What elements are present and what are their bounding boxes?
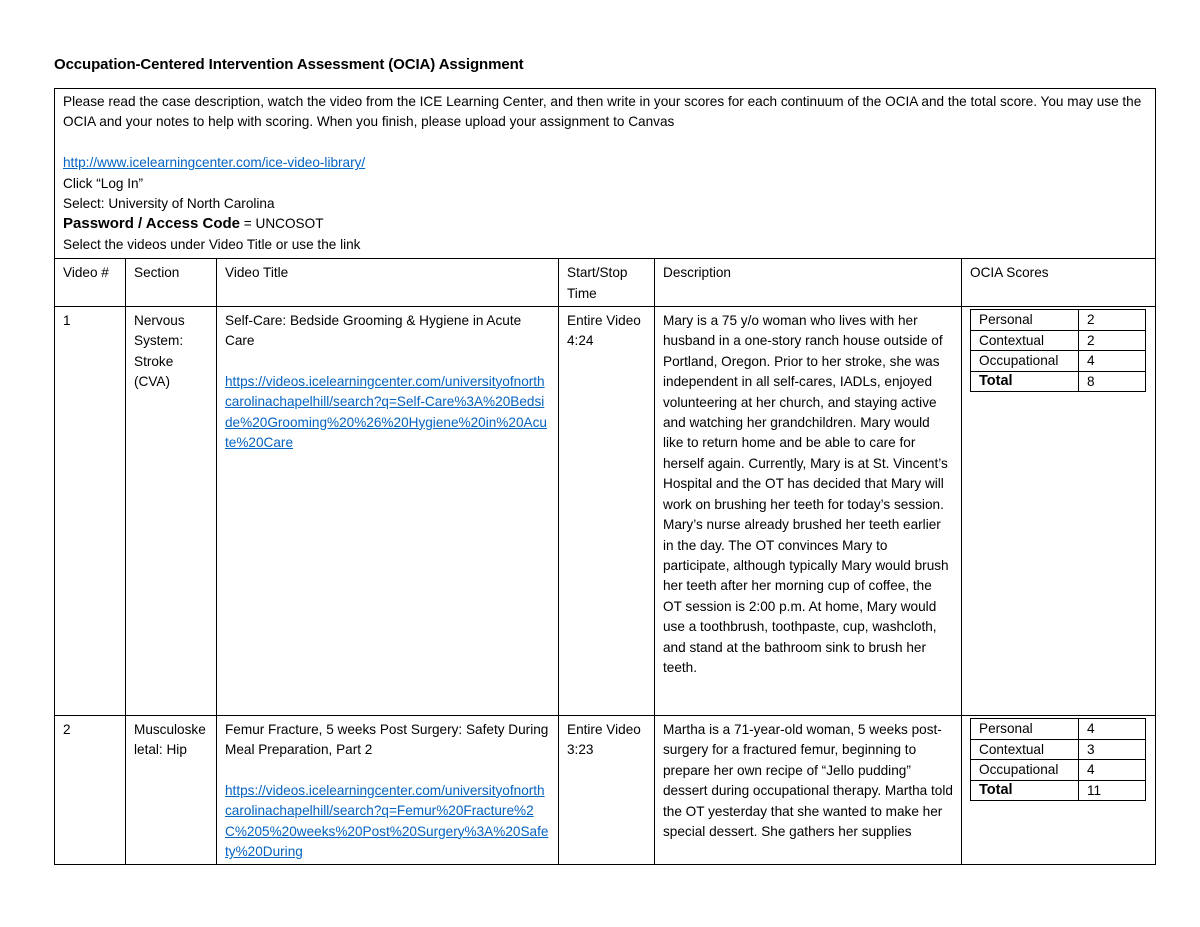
personal-score[interactable]: 4 xyxy=(1079,719,1146,740)
video-title-cell xyxy=(217,307,559,716)
password-label: Password / Access Code xyxy=(63,215,241,233)
video-link[interactable]: https://videos.icelearningcenter.com/universityofnorthcarolinachapelhill/search?q=Femur%20Fracture%2C%205%20weeks%20Post%20Surgery%3A%20Safety%20During xyxy=(225,782,549,860)
occupational-score[interactable]: 4 xyxy=(1079,351,1146,372)
contextual-label: Contextual xyxy=(971,739,1079,760)
click-login-text: Click “Log In” xyxy=(63,175,144,191)
personal-label: Personal xyxy=(971,719,1079,740)
instructions-row xyxy=(55,89,1156,259)
header-ocia-scores: OCIA Scores xyxy=(962,259,1156,307)
personal-label: Personal xyxy=(971,310,1079,331)
spacer xyxy=(63,133,1147,153)
video-title-cell xyxy=(217,716,559,865)
time-cell: Entire Video 3:23 xyxy=(559,716,655,865)
section-cell: Nervous System: Stroke (CVA) xyxy=(126,307,217,716)
header-row xyxy=(55,259,1156,307)
select-videos-text: Select the videos under Video Title or use the link xyxy=(63,236,361,252)
ocia-score-table xyxy=(970,718,1146,801)
instructions-cell xyxy=(55,89,1156,259)
select-university-text: Select: University of North Carolina xyxy=(63,196,275,212)
total-score[interactable]: 11 xyxy=(1079,780,1146,801)
header-video-title: Video Title xyxy=(217,259,559,307)
assignment-table xyxy=(54,88,1156,865)
occupational-label: Occupational xyxy=(971,760,1079,781)
password-line xyxy=(63,214,1147,234)
total-score[interactable]: 8 xyxy=(1079,371,1146,392)
contextual-score[interactable]: 3 xyxy=(1079,739,1146,760)
video-title: Self-Care: Bedside Grooming & Hygiene in Acute Care xyxy=(225,313,522,349)
table-row xyxy=(55,716,1156,865)
video-number: 2 xyxy=(55,716,126,865)
video-number: 1 xyxy=(55,307,126,716)
header-start-stop: Start/Stop Time xyxy=(559,259,655,307)
section-cell: Musculoskeletal: Hip xyxy=(126,716,217,865)
video-title: Femur Fracture, 5 weeks Post Surgery: Safety During Meal Preparation, Part 2 xyxy=(225,722,549,758)
instructions-paragraph: Please read the case description, watch the video from the ICE Learning Center, and then write in your scores for each continuum of the OCIA and the total score. You may use the OCIA and your notes to help with scoring. When you finish, please upload your assignment to Canvas xyxy=(63,94,1142,130)
contextual-label: Contextual xyxy=(971,330,1079,351)
video-link[interactable]: https://videos.icelearningcenter.com/universityofnorthcarolinachapelhill/search?q=Self-Care%3A%20Bedside%20Grooming%20%26%20Hygiene%20in%20Acute%20Care xyxy=(225,373,547,451)
table-row xyxy=(55,307,1156,716)
header-description: Description xyxy=(655,259,962,307)
description-cell: Mary is a 75 y/o woman who lives with her husband in a one-story ranch house outside of Portland, Oregon. Prior to her stroke, she was independent in all self-cares, IADLs, enjoyed volunteering at her church, and staying active and watching her grandchildren. Mary would like to return home and be able to care for herself again. Currently, Mary is at St. Vincent’s Hospital and the OT has decided that Mary will work on brushing her teeth for today’s session. Mary’s nurse already brushed her teeth earlier in the day. The OT convinces Mary to participate, although typically Mary would brush her teeth after her morning cup of coffee, the OT session is 2:00 p.m. At home, Mary would use a toothbrush, toothpaste, cup, washcloth, and stand at the bathroom sink to brush her teeth. xyxy=(655,307,962,716)
scores-cell xyxy=(962,716,1156,865)
occupational-label: Occupational xyxy=(971,351,1079,372)
description-cell: Martha is a 71-year-old woman, 5 weeks post-surgery for a fractured femur, beginning to prepare her own recipe of “Jello pudding” dessert during occupational therapy. Martha told the OT yesterday that she wanted to make her special dessert. She gathers her supplies xyxy=(655,716,962,865)
contextual-score[interactable]: 2 xyxy=(1079,330,1146,351)
document-title: Occupation-Centered Intervention Assessment (OCIA) Assignment xyxy=(54,56,524,73)
header-section: Section xyxy=(126,259,217,307)
total-label: Total xyxy=(971,780,1079,801)
password-value: = UNCOSOT xyxy=(240,216,324,232)
header-video-num: Video # xyxy=(55,259,126,307)
ocia-score-table xyxy=(970,309,1146,392)
ice-library-link[interactable]: http://www.icelearningcenter.com/ice-video-library/ xyxy=(63,155,366,171)
time-cell: Entire Video 4:24 xyxy=(559,307,655,716)
occupational-score[interactable]: 4 xyxy=(1079,760,1146,781)
personal-score[interactable]: 2 xyxy=(1079,310,1146,331)
scores-cell xyxy=(962,307,1156,716)
total-label: Total xyxy=(971,371,1079,392)
